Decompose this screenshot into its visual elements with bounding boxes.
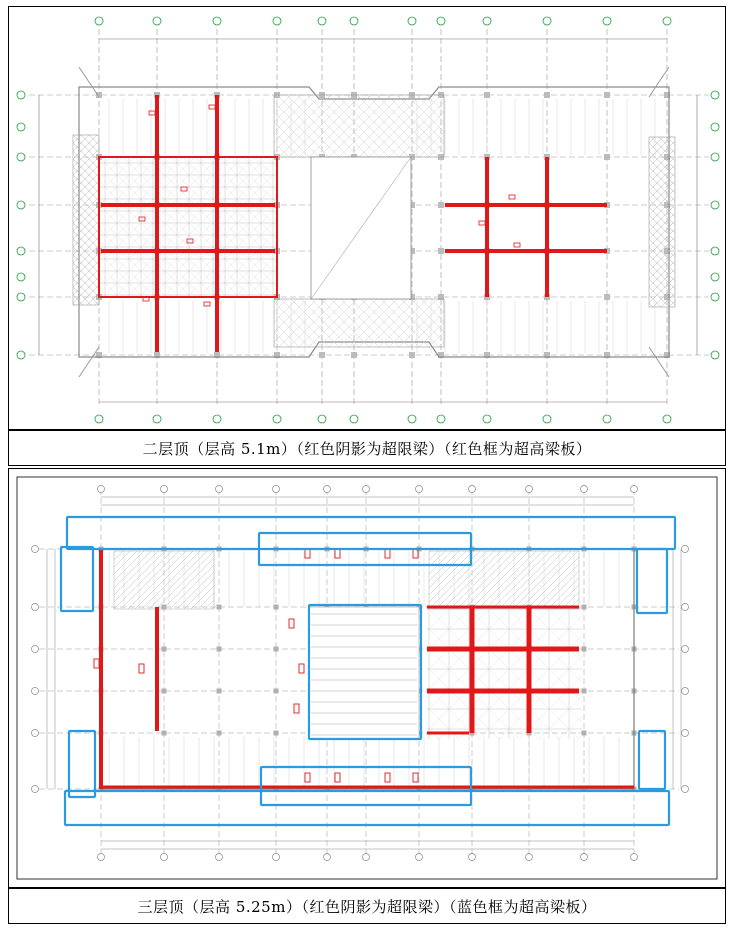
grid-bubble	[273, 486, 280, 493]
grid-bubble	[216, 486, 223, 493]
floor-plan-2f-panel	[8, 6, 726, 430]
beam-tag	[299, 664, 304, 673]
beam-tag	[94, 659, 99, 668]
grid-bubble	[324, 854, 331, 861]
grid-bubble	[437, 415, 445, 423]
column	[438, 248, 444, 254]
column	[162, 689, 167, 694]
grid-bubble	[631, 854, 638, 861]
grid-bubble	[17, 123, 25, 131]
grid-bubble	[95, 17, 103, 25]
grid-bubble	[273, 17, 281, 25]
grid-bubble	[682, 646, 689, 653]
beam-tag	[289, 619, 294, 628]
column	[604, 92, 610, 98]
column	[162, 647, 167, 652]
beam-tag	[413, 773, 418, 782]
beam-tag	[305, 773, 310, 782]
grid-bubble	[526, 486, 533, 493]
grid-bubble	[711, 153, 719, 161]
beam-tag	[139, 664, 144, 673]
grid-bubble	[581, 854, 588, 861]
column	[544, 92, 550, 98]
beam-tag	[209, 105, 215, 109]
grid-bubble	[543, 415, 551, 423]
grid-bubble	[32, 604, 39, 611]
blue-frame-high-slab	[65, 791, 669, 825]
grid-bubble	[603, 415, 611, 423]
grid-bubble	[98, 854, 105, 861]
grid-bubble	[663, 17, 671, 25]
column	[96, 92, 102, 98]
grid-bubble	[216, 854, 223, 861]
grid-bubble	[17, 247, 25, 255]
grid-bubble	[711, 351, 719, 359]
grid-bubble	[682, 688, 689, 695]
grid-bubble	[711, 273, 719, 281]
column	[582, 605, 587, 610]
grid-bubble	[663, 415, 671, 423]
beam-tag	[149, 111, 155, 115]
hatch-band-left	[114, 551, 214, 609]
grid-bubble	[153, 17, 161, 25]
grid-bubble	[213, 17, 221, 25]
grid-bubble	[631, 486, 638, 493]
grid-bubble	[161, 486, 168, 493]
grid-bubble	[17, 293, 25, 301]
blue-frame-high-slab	[637, 549, 667, 613]
grid-bubble	[711, 91, 719, 99]
grid-bubble	[32, 786, 39, 793]
blue-frame-high-slab	[69, 731, 95, 797]
figure-caption-2f: 二层顶（层高 5.1m）（红色阴影为超限梁）（红色框为超高梁板）	[8, 430, 726, 466]
grid-bubble	[324, 486, 331, 493]
beam-tag	[385, 549, 390, 558]
grid-bubble	[416, 486, 423, 493]
grid-bubble	[408, 17, 416, 25]
grid-bubble	[17, 91, 25, 99]
beam-tag	[514, 243, 520, 247]
grid-bubble	[32, 646, 39, 653]
grid-bubble	[711, 247, 719, 255]
grid-bubble	[350, 17, 358, 25]
grid-bubble	[98, 486, 105, 493]
column	[351, 352, 357, 358]
floor-plan-3f	[9, 469, 725, 887]
beam-tag	[305, 549, 310, 558]
floor-plan-2f	[9, 7, 725, 429]
grid-bubble	[318, 415, 326, 423]
grid-bubble	[213, 415, 221, 423]
column	[217, 647, 222, 652]
column	[274, 605, 279, 610]
beam-tag	[294, 704, 299, 713]
column	[409, 352, 415, 358]
grid-bubble	[17, 273, 25, 281]
column	[438, 202, 444, 208]
column	[582, 731, 587, 736]
grid-bubble	[350, 415, 358, 423]
beam-tag	[335, 773, 340, 782]
grid-bubble	[153, 415, 161, 423]
column	[484, 92, 490, 98]
grid-bubble	[32, 546, 39, 553]
grid-bubble	[483, 415, 491, 423]
grid-bubble	[469, 854, 476, 861]
hatch-zone-right	[649, 137, 675, 307]
column	[604, 154, 610, 160]
grid-bubble	[363, 486, 370, 493]
floor-plan-3f-panel	[8, 468, 726, 888]
grid-bubble	[682, 546, 689, 553]
grid-bubble	[682, 786, 689, 793]
column	[582, 647, 587, 652]
grid-bubble	[32, 730, 39, 737]
column	[217, 689, 222, 694]
grid-bubble	[526, 854, 533, 861]
beam-tag	[509, 195, 515, 199]
left-slab-zone	[99, 157, 277, 297]
grid-bubble	[416, 854, 423, 861]
column	[274, 731, 279, 736]
grid-bubble	[363, 854, 370, 861]
grid-bubble	[543, 17, 551, 25]
grid-bubble	[711, 293, 719, 301]
grid-bubble	[711, 201, 719, 209]
beam-tag	[335, 549, 340, 558]
hatch-zone-left	[73, 135, 99, 305]
grid-bubble	[17, 351, 25, 359]
column	[217, 605, 222, 610]
grid-bubble	[161, 854, 168, 861]
column	[274, 689, 279, 694]
grid-bubble	[273, 854, 280, 861]
figure-caption-3f: 三层顶（层高 5.25m）（红色阴影为超限梁）（蓝色框为超高梁板）	[8, 888, 726, 924]
column	[604, 294, 610, 300]
grid-bubble	[437, 17, 445, 25]
column	[274, 647, 279, 652]
grid-bubble	[32, 688, 39, 695]
grid-bubble	[17, 153, 25, 161]
grid-bubble	[603, 17, 611, 25]
grid-bubble	[318, 17, 326, 25]
grid-bubble	[95, 415, 103, 423]
hatch-zone-center-bottom	[274, 299, 444, 347]
column	[319, 352, 325, 358]
beam-tag	[385, 773, 390, 782]
hatch-band-right	[429, 551, 579, 609]
column	[162, 731, 167, 736]
beam-tag	[479, 221, 485, 225]
grid-bubble	[682, 604, 689, 611]
grid-bubble	[682, 730, 689, 737]
grid-bubble	[408, 415, 416, 423]
hatch-zone-center-top	[274, 95, 444, 157]
right-slab-zone	[427, 607, 582, 739]
grid-bubble	[581, 486, 588, 493]
blue-frame-high-slab	[639, 731, 665, 789]
blue-frame-high-slab	[61, 547, 93, 611]
column	[582, 689, 587, 694]
grid-bubble	[483, 17, 491, 25]
grid-bubble	[17, 201, 25, 209]
stair-zone	[309, 607, 419, 739]
grid-bubble	[469, 486, 476, 493]
grid-bubble	[711, 123, 719, 131]
column	[217, 731, 222, 736]
grid-bubble	[273, 415, 281, 423]
